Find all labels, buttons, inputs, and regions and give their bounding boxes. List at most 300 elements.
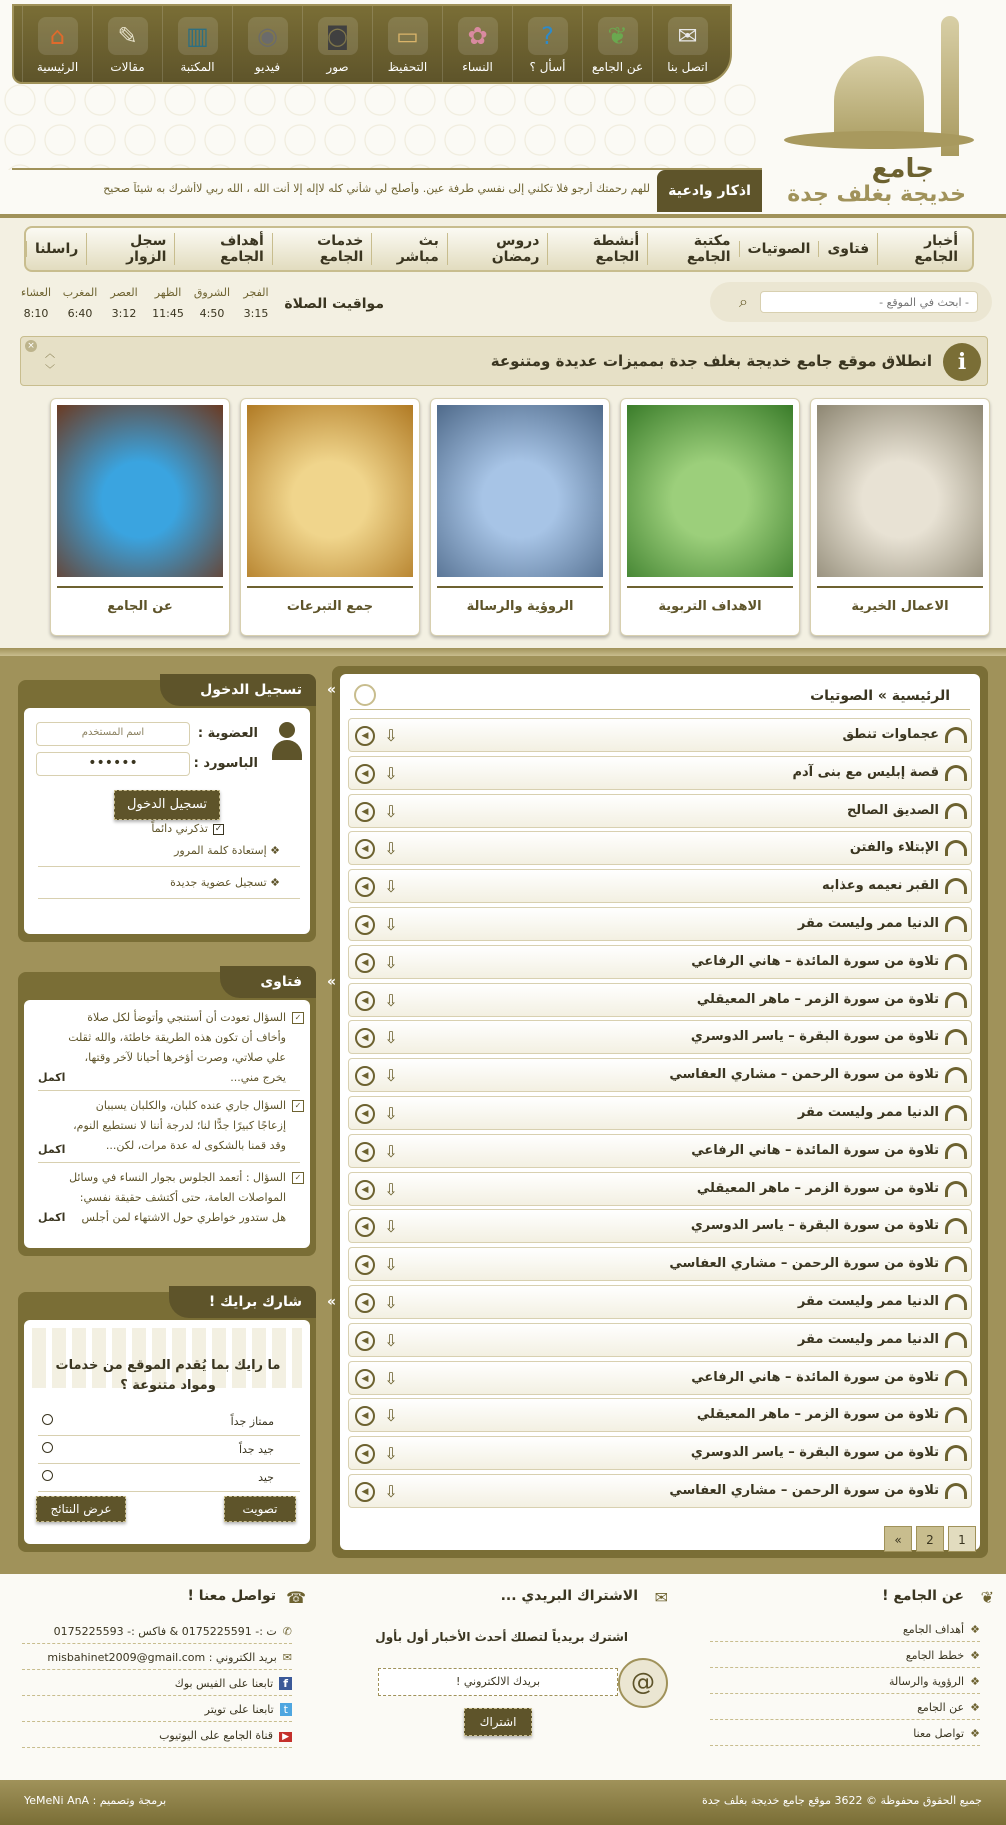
audio-title[interactable]: الدنيا ممر وليست مقر	[797, 1293, 939, 1309]
vote-button[interactable]: تصويت	[224, 1496, 296, 1522]
download-icon[interactable]: ⇩	[384, 990, 398, 1010]
audio-panel-inner	[340, 674, 980, 1550]
audio-title[interactable]: الإبتلاء والفتن	[849, 840, 939, 856]
chevron-double-icon: »	[326, 1294, 336, 1310]
download-icon[interactable]: ⇩	[384, 1292, 398, 1312]
audio-title[interactable]: تلاوة من سورة الزمر – ماهر المعيقلي	[696, 991, 939, 1007]
radio-button[interactable]	[42, 1414, 53, 1425]
headphones-icon	[945, 1445, 967, 1461]
read-more-link[interactable]: اكمل	[38, 1071, 66, 1084]
divider	[38, 1090, 300, 1091]
youtube-icon: ▶	[279, 1732, 292, 1742]
feature-caption: الاعمال الخيرية	[851, 599, 949, 614]
top-nav	[12, 4, 732, 84]
audio-title[interactable]: الدنيا ممر وليست مقر	[797, 1331, 939, 1347]
envelope-icon: ✉	[654, 1588, 668, 1607]
audio-title[interactable]: تلاوة من سورة البقرة – ياسر الدوسري	[690, 1029, 939, 1045]
top-nav-item[interactable]	[582, 6, 652, 82]
youtube-link[interactable]	[22, 1724, 292, 1748]
headphones-icon	[945, 1067, 967, 1083]
feature-card[interactable]	[810, 398, 990, 636]
fatawa-box	[18, 972, 336, 1256]
search-input[interactable]	[760, 291, 978, 313]
books-icon: ▥	[178, 17, 218, 55]
radio-button[interactable]	[42, 1470, 53, 1481]
download-icon[interactable]: ⇩	[384, 763, 398, 783]
audio-row[interactable]	[348, 907, 972, 941]
top-nav-item[interactable]	[232, 6, 302, 82]
top-nav-label: التحفيظ	[387, 60, 428, 74]
twitter-link[interactable]	[22, 1698, 292, 1722]
footer-newsletter	[368, 1588, 668, 1778]
open-book-icon: ▭	[388, 17, 428, 55]
copyright: جميع الحقوق محفوظة © 3622 موقع جامع خديجة بغلف جدة	[702, 1794, 982, 1807]
headphones-icon	[945, 727, 967, 743]
top-nav-label: اتصل بنا	[667, 60, 708, 74]
poll-option-label: ممتاز جداً	[230, 1415, 274, 1428]
headphones-icon	[945, 954, 967, 970]
play-icon[interactable]: ◀	[355, 1331, 375, 1351]
audio-row[interactable]	[348, 794, 972, 828]
prayer-times-table	[18, 286, 274, 320]
audio-row[interactable]	[348, 1323, 972, 1357]
download-icon[interactable]: ⇩	[384, 1330, 398, 1350]
play-icon[interactable]: ◀	[355, 1142, 375, 1162]
feature-card[interactable]	[620, 398, 800, 636]
download-icon[interactable]: ⇩	[384, 1028, 398, 1048]
play-icon[interactable]: ◀	[355, 1369, 375, 1389]
feature-card[interactable]	[50, 398, 230, 636]
headphones-icon	[945, 1407, 967, 1423]
audio-title[interactable]: تلاوة من سورة الرحمن – مشاري العفاسي	[669, 1256, 939, 1272]
top-nav-item[interactable]	[162, 6, 232, 82]
fatawa-title: فتاوى	[260, 974, 302, 990]
fatwa-item[interactable]	[38, 1096, 300, 1160]
play-icon[interactable]: ◀	[355, 1217, 375, 1237]
note-check-icon: ✓	[292, 1100, 304, 1112]
poll-title-bar	[169, 1286, 336, 1318]
feature-cards	[20, 398, 990, 646]
toolbar	[12, 282, 992, 324]
headphones-icon	[945, 916, 967, 932]
poll-inner	[24, 1320, 310, 1544]
download-icon[interactable]: ⇩	[384, 839, 398, 859]
contact-phone-text: ت :- 0175225591 & فاكس :- 0175225593	[53, 1625, 277, 1638]
download-icon[interactable]: ⇩	[384, 952, 398, 972]
audio-title[interactable]: تلاوة من سورة المائدة – هاني الرفاعي	[691, 1369, 939, 1385]
headphones-icon	[945, 1332, 967, 1348]
diamond-bullet-icon: ❖	[970, 1727, 980, 1740]
fatawa-title-bar	[220, 966, 336, 998]
audio-title[interactable]: تلاوة من سورة البقرة – ياسر الدوسري	[690, 1218, 939, 1234]
play-icon[interactable]: ◀	[355, 877, 375, 897]
audio-title[interactable]: قصة إبليس مع بنى آدم	[792, 764, 939, 780]
play-icon[interactable]: ◀	[355, 839, 375, 859]
play-icon[interactable]: ◀	[355, 1444, 375, 1464]
prayer-time: 3:12	[111, 307, 137, 320]
login-inner	[24, 708, 310, 934]
headphones-icon	[945, 1370, 967, 1386]
twitter-text: تابعنا على تويتر	[204, 1703, 274, 1716]
headphones-icon	[945, 765, 967, 781]
footer-bar	[0, 1780, 1006, 1825]
play-icon[interactable]: ◀	[355, 802, 375, 822]
play-icon[interactable]: ◀	[355, 1255, 375, 1275]
prayer-name: الفجر	[243, 286, 269, 299]
login-button[interactable]: تسجيل الدخول	[114, 790, 220, 820]
chevron-down-icon[interactable]: ﹀	[45, 365, 55, 376]
prayer-name: الشروق	[193, 286, 230, 299]
footer-about-link[interactable]	[710, 1696, 980, 1720]
fatwa-item[interactable]	[38, 1168, 300, 1228]
poll-option[interactable]	[38, 1410, 300, 1436]
audio-row[interactable]	[348, 1172, 972, 1206]
info-icon: i	[943, 343, 981, 381]
flower-icon: ✿	[458, 17, 498, 55]
poll-option-label: جيد جداً	[238, 1443, 274, 1456]
prayer-name: الظهر	[154, 286, 182, 299]
audio-row[interactable]	[348, 1361, 972, 1395]
prayer-time: 4:50	[199, 307, 225, 320]
audio-list	[348, 718, 972, 1512]
azkar-bar	[12, 168, 762, 210]
fatwa-text: السؤال جاري عنده كلبان، والكلبان يسببان إزعاجًا كبيرًا جدًّا لنا؛ لدرجة أننا لا نستطيع النوم، وقد قمنا بالشكوى له عدة مرات، لكن...	[73, 1099, 286, 1152]
page-button[interactable]: 1	[948, 1526, 976, 1552]
download-icon[interactable]: ⇩	[384, 1481, 398, 1501]
announcement-bar	[20, 336, 988, 386]
download-icon[interactable]: ⇩	[384, 1066, 398, 1086]
card-divider	[437, 586, 603, 588]
download-icon[interactable]: ⇩	[384, 1179, 398, 1199]
password-field[interactable]: ••••••	[36, 752, 190, 776]
play-icon[interactable]: ◀	[355, 726, 375, 746]
play-icon[interactable]: ◀	[355, 1482, 375, 1502]
play-icon[interactable]: ◀	[355, 1406, 375, 1426]
top-nav-label: فيديو	[254, 60, 281, 74]
breadcrumb	[350, 682, 970, 710]
top-nav-item[interactable]	[372, 6, 442, 82]
audio-title[interactable]: القبر نعيمه وعذابه	[822, 878, 939, 894]
card-divider	[627, 586, 793, 588]
headphones-icon	[945, 1181, 967, 1197]
register-link[interactable]: ❖ تسجيل عضوية جديدة	[170, 876, 280, 889]
main-nav-item[interactable]: بث مباشر	[371, 233, 446, 265]
audio-title[interactable]: الدنيا ممر وليست مقر	[797, 1104, 939, 1120]
card-divider	[57, 586, 223, 588]
audio-title[interactable]: تلاوة من سورة الرحمن – مشاري العفاسي	[669, 1482, 939, 1498]
resort-pool-image	[57, 405, 223, 577]
remember-checkbox[interactable]: ✓	[214, 824, 223, 834]
audio-row[interactable]	[348, 1285, 972, 1319]
play-icon[interactable]: ◀	[355, 991, 375, 1011]
headphones-icon	[945, 803, 967, 819]
footer-contact-title: تواصل معنا !	[187, 1588, 276, 1604]
headphones-icon	[945, 1256, 967, 1272]
poll-option[interactable]	[38, 1466, 300, 1492]
prayer-time: 11:45	[152, 307, 184, 320]
note-check-icon: ✓	[292, 1172, 304, 1184]
password-label: الباسورد :	[193, 756, 258, 771]
footer-about-title: عن الجامع !	[882, 1588, 964, 1604]
logo-swoosh	[784, 131, 974, 149]
user-avatar-icon	[272, 722, 302, 762]
phone-icon: ☎	[286, 1588, 306, 1607]
audio-row[interactable]	[348, 1020, 972, 1054]
download-icon[interactable]: ⇩	[384, 801, 398, 821]
feature-caption: الروؤية والرسالة	[466, 599, 574, 614]
audio-row[interactable]	[348, 945, 972, 979]
results-button[interactable]: عرض النتائج	[36, 1496, 126, 1522]
top-nav-label: النساء	[462, 60, 493, 74]
footer-about-link-text: أهداف الجامع	[902, 1623, 965, 1636]
download-icon[interactable]: ⇩	[384, 877, 398, 897]
play-icon[interactable]: ◀	[355, 1104, 375, 1124]
download-icon[interactable]: ⇩	[384, 1255, 398, 1275]
main-nav-item[interactable]: راسلنا	[26, 241, 86, 257]
register-text: تسجيل عضوية جديدة	[170, 876, 267, 889]
top-nav-item[interactable]	[92, 6, 162, 82]
audio-title[interactable]: عجماوات تنطق	[842, 727, 939, 742]
login-title-bar	[160, 674, 336, 706]
main-nav-item[interactable]: أهداف الجامع	[174, 233, 271, 265]
close-icon[interactable]: ×	[25, 340, 37, 352]
announcement-text[interactable]: انطلاق موقع جامع خديجة بغلف جدة بمميزات عديدة ومتنوعة	[490, 352, 932, 370]
diamond-bullet-icon: ❖	[970, 1623, 980, 1636]
username-field[interactable]: اسم المستخدم	[36, 722, 190, 746]
plant-book-icon: ❦	[598, 17, 638, 55]
audio-title[interactable]: تلاوة من سورة البقرة – ياسر الدوسري	[690, 1445, 939, 1461]
audio-row[interactable]	[348, 1436, 972, 1470]
ornament-icon	[354, 684, 376, 706]
feature-card[interactable]	[430, 398, 610, 636]
phone-small-icon: ✆	[282, 1625, 292, 1638]
top-nav-label: الرئيسية	[36, 60, 79, 74]
audio-title[interactable]: تلاوة من سورة الزمر – ماهر المعيقلي	[696, 1407, 939, 1423]
leaf-icon: ❦	[980, 1588, 994, 1607]
prayer-time: 3:15	[243, 307, 269, 320]
audio-row[interactable]	[348, 1096, 972, 1130]
download-icon[interactable]: ⇩	[384, 1368, 398, 1388]
facebook-link[interactable]	[22, 1672, 292, 1696]
audio-row[interactable]	[348, 1058, 972, 1092]
feature-card[interactable]	[240, 398, 420, 636]
audio-row[interactable]	[348, 756, 972, 790]
fatawa-inner	[24, 1000, 310, 1248]
facebook-icon: f	[279, 1677, 292, 1690]
chevron-double-icon: »	[326, 682, 336, 698]
audio-row[interactable]	[348, 1134, 972, 1168]
page-button[interactable]: 2	[916, 1526, 944, 1552]
main-nav-item[interactable]: دروس رمضان	[447, 233, 548, 265]
mail-icon: ✉	[282, 1651, 292, 1664]
username-label: العضوية :	[197, 726, 258, 741]
audio-row[interactable]	[348, 983, 972, 1017]
top-nav-item[interactable]	[512, 6, 582, 82]
envelope-icon: ✉	[668, 17, 708, 55]
read-more-link[interactable]: اكمل	[38, 1211, 66, 1224]
headphones-icon	[945, 1294, 967, 1310]
audio-row[interactable]	[348, 1247, 972, 1281]
logo-line2: خديجة بغلف جدة	[787, 182, 966, 207]
play-icon[interactable]: ◀	[355, 1180, 375, 1200]
footer	[0, 1568, 1006, 1780]
footer-about-link-text: الرؤوية والرسالة	[888, 1675, 965, 1688]
breadcrumb-text[interactable]: الرئيسية » الصوتيات	[810, 688, 950, 704]
dome-graphic	[834, 56, 924, 136]
audio-title[interactable]: الدنيا ممر وليست مقر	[797, 915, 939, 931]
facebook-text: تابعنا على الفيس بوك	[174, 1677, 274, 1690]
audio-row[interactable]	[348, 1474, 972, 1508]
headphones-icon	[945, 992, 967, 1008]
main-nav-item[interactable]: مكتبة الجامع	[647, 233, 738, 265]
prayer-times-label: مواقيت الصلاة	[284, 296, 384, 312]
headphones-icon	[945, 1483, 967, 1499]
remember-label: تذكرني دائماً	[151, 822, 208, 835]
play-icon[interactable]: ◀	[355, 1293, 375, 1313]
twitter-icon: t	[280, 1703, 292, 1716]
headphones-icon	[945, 1143, 967, 1159]
chevron-double-icon: »	[326, 974, 336, 990]
poll-option-label: جيد	[258, 1471, 274, 1484]
diamond-bullet-icon: ❖	[970, 1649, 980, 1662]
headphones-icon	[945, 1218, 967, 1234]
audio-title[interactable]: تلاوة من سورة الزمر – ماهر المعيقلي	[696, 1180, 939, 1196]
play-icon[interactable]: ◀	[355, 1066, 375, 1086]
main-nav-item[interactable]: سجل الزوار	[86, 233, 174, 265]
main-nav-item[interactable]: أنشطة الجامع	[547, 233, 647, 265]
top-nav-label: المكتبة	[180, 60, 215, 74]
youtube-text: قناة الجامع على اليوتيوب	[159, 1729, 274, 1742]
top-nav-item[interactable]	[302, 6, 372, 82]
search-icon[interactable]: ⌕	[739, 292, 748, 311]
main-nav-item[interactable]: الصوتيات	[739, 241, 819, 257]
poll-question: ما رايك بما يُقدم الموقع من خدمات ومواد متنوعة ؟	[55, 1358, 281, 1393]
footer-about-link[interactable]	[710, 1722, 980, 1746]
radio-button[interactable]	[42, 1442, 53, 1453]
top-nav-label: أسأل ؟	[529, 60, 566, 74]
fatwa-text: السؤال : أتعمد الجلوس بجوار النساء في وسائل المواصلات العامة، حتى أكتشف حقيقة نفسي: هل ستدور خواطري حول الاشتهاء لمن أجلس	[69, 1171, 286, 1224]
download-icon[interactable]: ⇩	[384, 726, 398, 745]
top-nav-label: عن الجامع	[591, 60, 644, 74]
fatwa-text: السؤال تعودت أن أستنجي وأتوضأ لكل صلاة وأخاف أن تكون هذه الطريقة خاطئة، والله ثقلت علي صلاتي، وصرت أؤخرها أحيانا لآخر وقتها، يخرج مني...	[68, 1011, 286, 1084]
audio-row[interactable]	[348, 869, 972, 903]
login-title: تسجيل الدخول	[200, 682, 302, 698]
fatwa-item[interactable]	[38, 1008, 300, 1088]
audio-title[interactable]: تلاوة من سورة المائدة – هاني الرفاعي	[691, 1142, 939, 1158]
page-button[interactable]: »	[884, 1526, 912, 1552]
site-logo[interactable]	[764, 6, 994, 211]
newsletter-desc: اشترك بريدياً لتصلك أحدث الأخبار أول بأول	[375, 1630, 628, 1644]
feature-caption: عن الجامع	[107, 599, 173, 614]
diamond-bullet-icon: ❖	[970, 1675, 980, 1688]
house-key-image	[437, 405, 603, 577]
download-icon[interactable]: ⇩	[384, 1217, 398, 1237]
at-envelope-icon: @	[618, 1658, 668, 1708]
audio-title[interactable]: تلاوة من سورة المائدة – هاني الرفاعي	[691, 953, 939, 969]
audio-row[interactable]	[348, 831, 972, 865]
download-icon[interactable]: ⇩	[384, 1444, 398, 1464]
footer-about-link[interactable]	[710, 1644, 980, 1668]
newsletter-email-field[interactable]: بريدك الالكتروني !	[378, 1668, 618, 1696]
main-nav-item[interactable]: أخبار الجامع	[877, 233, 966, 265]
card-divider	[247, 586, 413, 588]
forgot-password-text: إستعادة كلمة المرور	[174, 844, 267, 857]
poll-box	[18, 1292, 336, 1552]
film-reel-icon: ◉	[248, 17, 288, 55]
azkar-ticker[interactable]: للهم رحمتك أرجو فلا تكلني إلى نفسي طرفة عين. وأصلح لي شأني كله لاإله إلا أنت الله ، الله ربي لاأشرك به شيئاً صحيح	[103, 182, 650, 195]
audio-panel	[332, 666, 988, 1558]
login-box	[18, 680, 336, 942]
download-icon[interactable]: ⇩	[384, 1406, 398, 1426]
footer-about-link[interactable]	[710, 1670, 980, 1694]
logo-line1: جامع	[871, 154, 934, 184]
chart-coin-image	[247, 405, 413, 577]
main-nav-item[interactable]: فتاوى	[818, 241, 877, 257]
top-nav-label: صور	[326, 60, 349, 74]
audio-title[interactable]: تلاوة من سورة الرحمن – مشاري العفاسي	[669, 1067, 939, 1083]
divider	[38, 866, 300, 867]
subscribe-button[interactable]: اشتراك	[464, 1708, 532, 1736]
headphones-icon	[945, 878, 967, 894]
home-icon: ⌂	[38, 17, 78, 55]
prayer-name: العشاء	[20, 286, 52, 299]
headphones-icon	[945, 1029, 967, 1045]
play-icon[interactable]: ◀	[355, 764, 375, 784]
top-nav-item[interactable]	[652, 6, 722, 82]
prayer-time: 6:40	[67, 307, 93, 320]
play-icon[interactable]: ◀	[355, 953, 375, 973]
header	[0, 0, 1006, 218]
pen-notepad-icon: ✎	[108, 17, 148, 55]
footer-about-link[interactable]	[710, 1618, 980, 1642]
download-icon[interactable]: ⇩	[384, 914, 398, 934]
read-more-link[interactable]: اكمل	[38, 1143, 66, 1156]
card-divider	[817, 586, 983, 588]
audio-title[interactable]: الصديق الصالح	[846, 802, 939, 818]
footer-about-link-text: خطط الجامع	[905, 1649, 965, 1662]
footer-about-link-text: عن الجامع	[917, 1701, 965, 1714]
play-icon[interactable]: ◀	[355, 915, 375, 935]
feature-caption: جمع التبرعات	[286, 599, 374, 614]
play-icon[interactable]: ◀	[355, 1028, 375, 1048]
audio-row[interactable]	[348, 1398, 972, 1432]
camera-icon: ◙	[318, 17, 358, 55]
prayer-name: العصر	[110, 286, 138, 299]
prayer-name: المغرب	[62, 286, 98, 299]
audio-row[interactable]	[348, 718, 972, 752]
footer-newsletter-title: الاشتراك البريدي ...	[500, 1588, 638, 1604]
prayer-time: 8:10	[23, 307, 49, 320]
top-nav-item[interactable]	[442, 6, 512, 82]
footer-about-link-text: تواصل معنا	[913, 1727, 965, 1740]
forgot-password-link[interactable]: ❖ إستعادة كلمة المرور	[174, 844, 280, 857]
audio-row[interactable]	[348, 1209, 972, 1243]
chevron-up-icon[interactable]: ︿	[45, 349, 55, 360]
feature-caption: الاهداف التربوية	[658, 599, 762, 614]
headphones-icon	[945, 840, 967, 856]
download-icon[interactable]: ⇩	[384, 1141, 398, 1161]
diamond-bullet-icon: ❖	[970, 1701, 980, 1714]
contact-email[interactable]	[22, 1646, 292, 1670]
main-nav-item[interactable]: خدمات الجامع	[272, 233, 372, 265]
headphones-icon	[945, 1105, 967, 1121]
top-nav-item[interactable]	[22, 6, 92, 82]
download-icon[interactable]: ⇩	[384, 1103, 398, 1123]
main-nav	[24, 226, 974, 272]
credits[interactable]: برمجة وتصميم : YeMeNi AnA	[24, 1794, 167, 1807]
poll-option[interactable]	[38, 1438, 300, 1464]
poll-title: شارك برايك !	[208, 1294, 302, 1310]
